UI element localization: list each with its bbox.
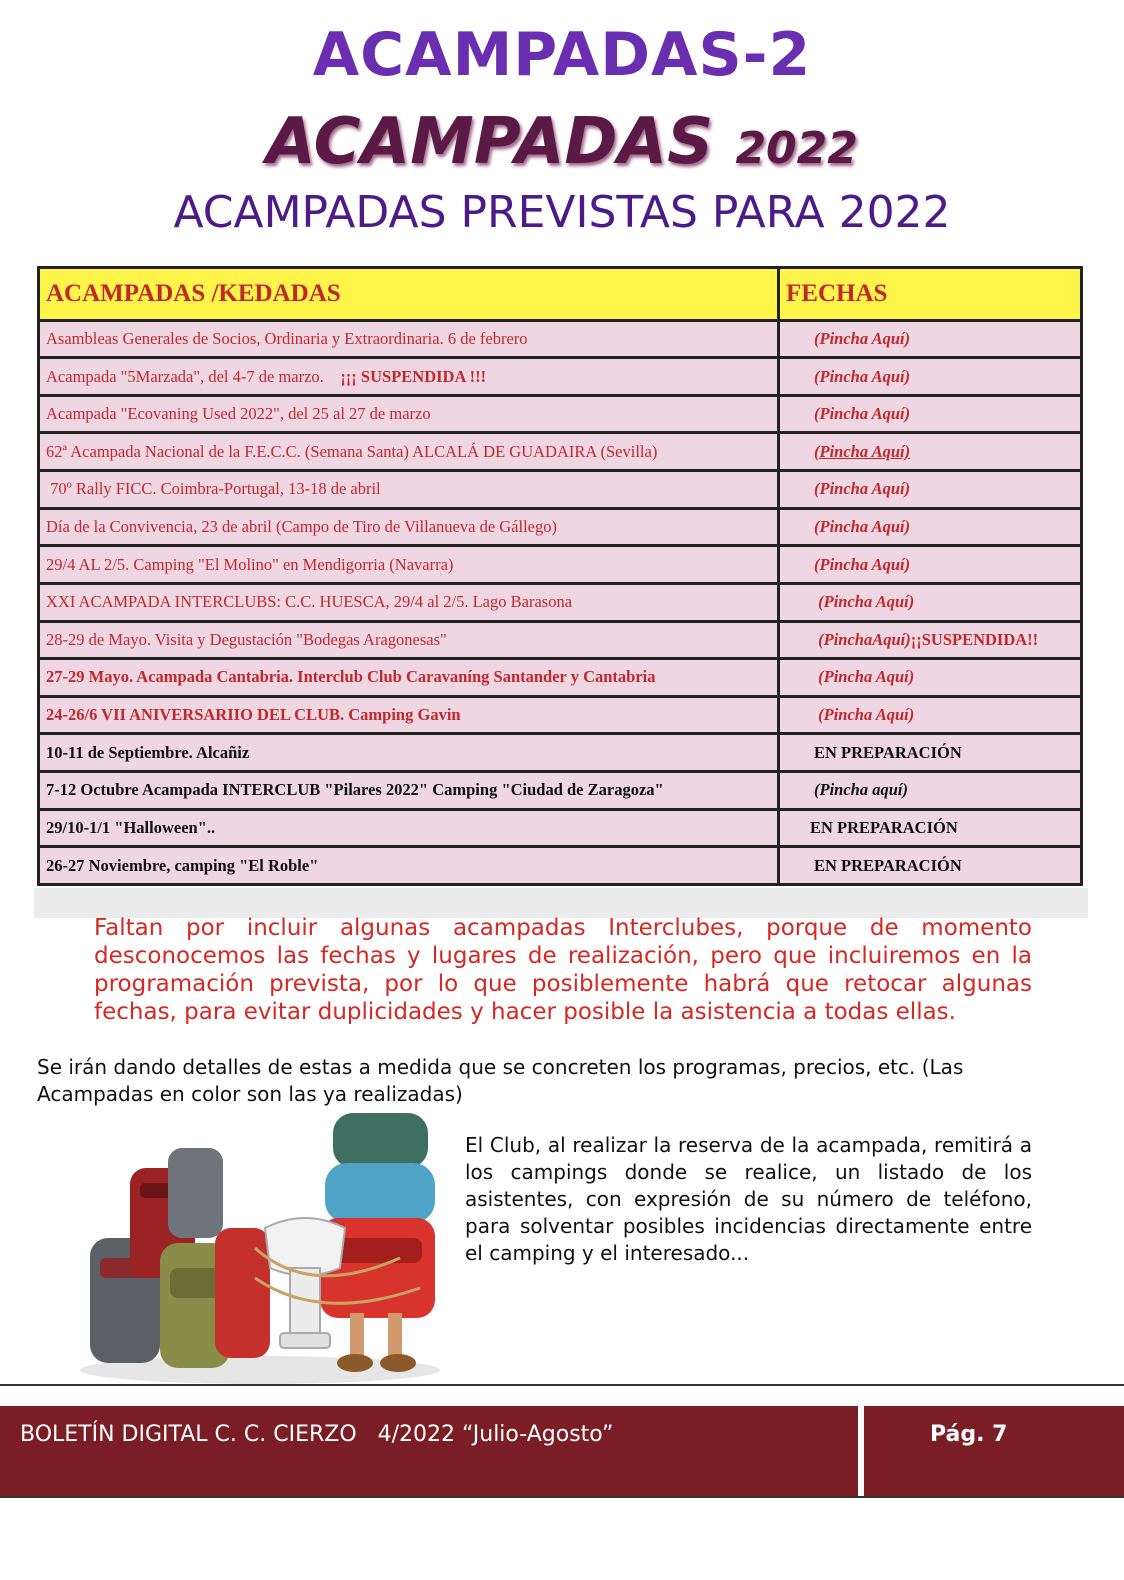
- date-status: EN PREPARACIÓN: [779, 847, 1082, 885]
- event-cell: XXI ACAMPADA INTERCLUBS: C.C. HUESCA, 29/4 al 2/5. Lago Barasona: [39, 583, 779, 621]
- date-link[interactable]: (Pincha Aquí): [779, 358, 1082, 396]
- club-notice: El Club, al realizar la reserva de la acampada, remitirá a los campings donde se realice, un listado de los asistentes, con expresión de su número de teléfono, para solventar posibles incidencias directamente entre el camping y el interesado...: [465, 1133, 1032, 1265]
- red-notice: Faltan por incluir algunas acampadas Interclubes, porque de momento desconocemos las fechas y lugares de realización, pero que incluiremos en la programación prevista, por lo que posiblemente habrá que retocar algunas fechas, para evitar duplicidades y hacer posible la asistencia a todas ellas.: [94, 915, 1032, 1025]
- decorative-title-year: 2022: [735, 123, 858, 174]
- table-row: [39, 508, 1082, 546]
- event-cell: 27-29 Mayo. Acampada Cantabria. Interclub Club Caravaníng Santander y Cantabria: [39, 659, 779, 697]
- table-row: [39, 471, 1082, 509]
- table-header-row: [39, 268, 1082, 321]
- date-cell: [779, 621, 1082, 659]
- date-link[interactable]: (Pincha Aquí): [779, 433, 1082, 471]
- column-header-dates: FECHAS: [779, 268, 1082, 321]
- table-row: [39, 809, 1082, 847]
- event-suspended-badge: ¡¡¡ SUSPENDIDA !!!: [340, 366, 487, 386]
- backpacks-illustration: [70, 1108, 450, 1388]
- decorative-title-text: ACAMPADAS: [266, 105, 714, 179]
- event-cell: 24-26/6 VII ANIVERSARIIO DEL CLUB. Camping Gavin: [39, 696, 779, 734]
- table-row: [39, 621, 1082, 659]
- footer-divider: [0, 1384, 1124, 1386]
- date-status: EN PREPARACIÓN: [779, 734, 1082, 772]
- table-row: [39, 320, 1082, 358]
- table-row: [39, 696, 1082, 734]
- decorative-title: [0, 102, 1124, 189]
- event-cell: 29/10-1/1 "Halloween"..: [39, 809, 779, 847]
- event-cell: Asambleas Generales de Socios, Ordinaria y Extraordinaria. 6 de febrero: [39, 320, 779, 358]
- info-notice: Se irán dando detalles de estas a medida que se concreten los programas, precios, etc. (Las Acampadas en color son las ya realizadas): [37, 1055, 964, 1106]
- footer-bottom-divider: [0, 1496, 1124, 1498]
- event-cell: 26-27 Noviembre, camping "El Roble": [39, 847, 779, 885]
- table-row: [39, 734, 1082, 772]
- date-link[interactable]: (Pincha Aquí): [779, 659, 1082, 697]
- event-cell: [39, 358, 779, 396]
- table-row: [39, 847, 1082, 885]
- page-number: Pág. 7: [930, 1422, 1008, 1447]
- footer-bar: [0, 1406, 1124, 1496]
- event-cell: 28-29 de Mayo. Visita y Degustación "Bodegas Aragonesas": [39, 621, 779, 659]
- event-cell: 10-11 de Septiembre. Alcañiz: [39, 734, 779, 772]
- event-cell: Día de la Convivencia, 23 de abril (Campo de Tiro de Villanueva de Gállego): [39, 508, 779, 546]
- event-text: Acampada "5Marzada", del 4-7 de marzo.: [46, 366, 324, 386]
- footer-separator: [858, 1406, 864, 1496]
- table-row: [39, 395, 1082, 433]
- date-status: EN PREPARACIÓN: [779, 809, 1082, 847]
- event-cell: 70º Rally FICC. Coimbra-Portugal, 13-18 de abril: [39, 471, 779, 509]
- event-cell: 7-12 Octubre Acampada INTERCLUB "Pilares 2022" Camping "Ciudad de Zaragoza": [39, 771, 779, 809]
- table-row: [39, 546, 1082, 584]
- page-subtitle: ACAMPADAS PREVISTAS PARA 2022: [173, 187, 951, 238]
- event-cell: Acampada "Ecovaning Used 2022", del 25 al 27 de marzo: [39, 395, 779, 433]
- date-link[interactable]: (Pincha Aquí): [779, 696, 1082, 734]
- date-link[interactable]: (Pincha Aquí): [779, 583, 1082, 621]
- date-link[interactable]: (Pincha Aquí): [779, 395, 1082, 433]
- event-cell: 62ª Acampada Nacional de la F.E.C.C. (Semana Santa) ALCALÁ DE GUADAIRA (Sevilla): [39, 433, 779, 471]
- table-row: [39, 358, 1082, 396]
- column-header-events: ACAMPADAS /KEDADAS: [39, 268, 779, 321]
- events-table: [37, 266, 1083, 886]
- table-row: [39, 659, 1082, 697]
- date-suspended-badge: ¡¡SUSPENDIDA!!: [910, 629, 1039, 649]
- date-link[interactable]: (PinchaAquí): [814, 629, 911, 649]
- page-title: ACAMPADAS-2: [312, 20, 812, 90]
- bulletin-label: BOLETÍN DIGITAL C. C. CIERZO 4/2022 “Julio-Agosto”: [20, 1422, 614, 1447]
- table-row: [39, 771, 1082, 809]
- date-link[interactable]: (Pincha Aquí): [779, 471, 1082, 509]
- date-link[interactable]: (Pincha aquí): [779, 771, 1082, 809]
- date-link[interactable]: (Pincha Aquí): [779, 320, 1082, 358]
- date-link[interactable]: (Pincha Aquí): [779, 546, 1082, 584]
- event-cell: 29/4 AL 2/5. Camping "El Molino" en Mendigorria (Navarra): [39, 546, 779, 584]
- date-link[interactable]: (Pincha Aquí): [779, 508, 1082, 546]
- table-row: [39, 433, 1082, 471]
- table-row: [39, 583, 1082, 621]
